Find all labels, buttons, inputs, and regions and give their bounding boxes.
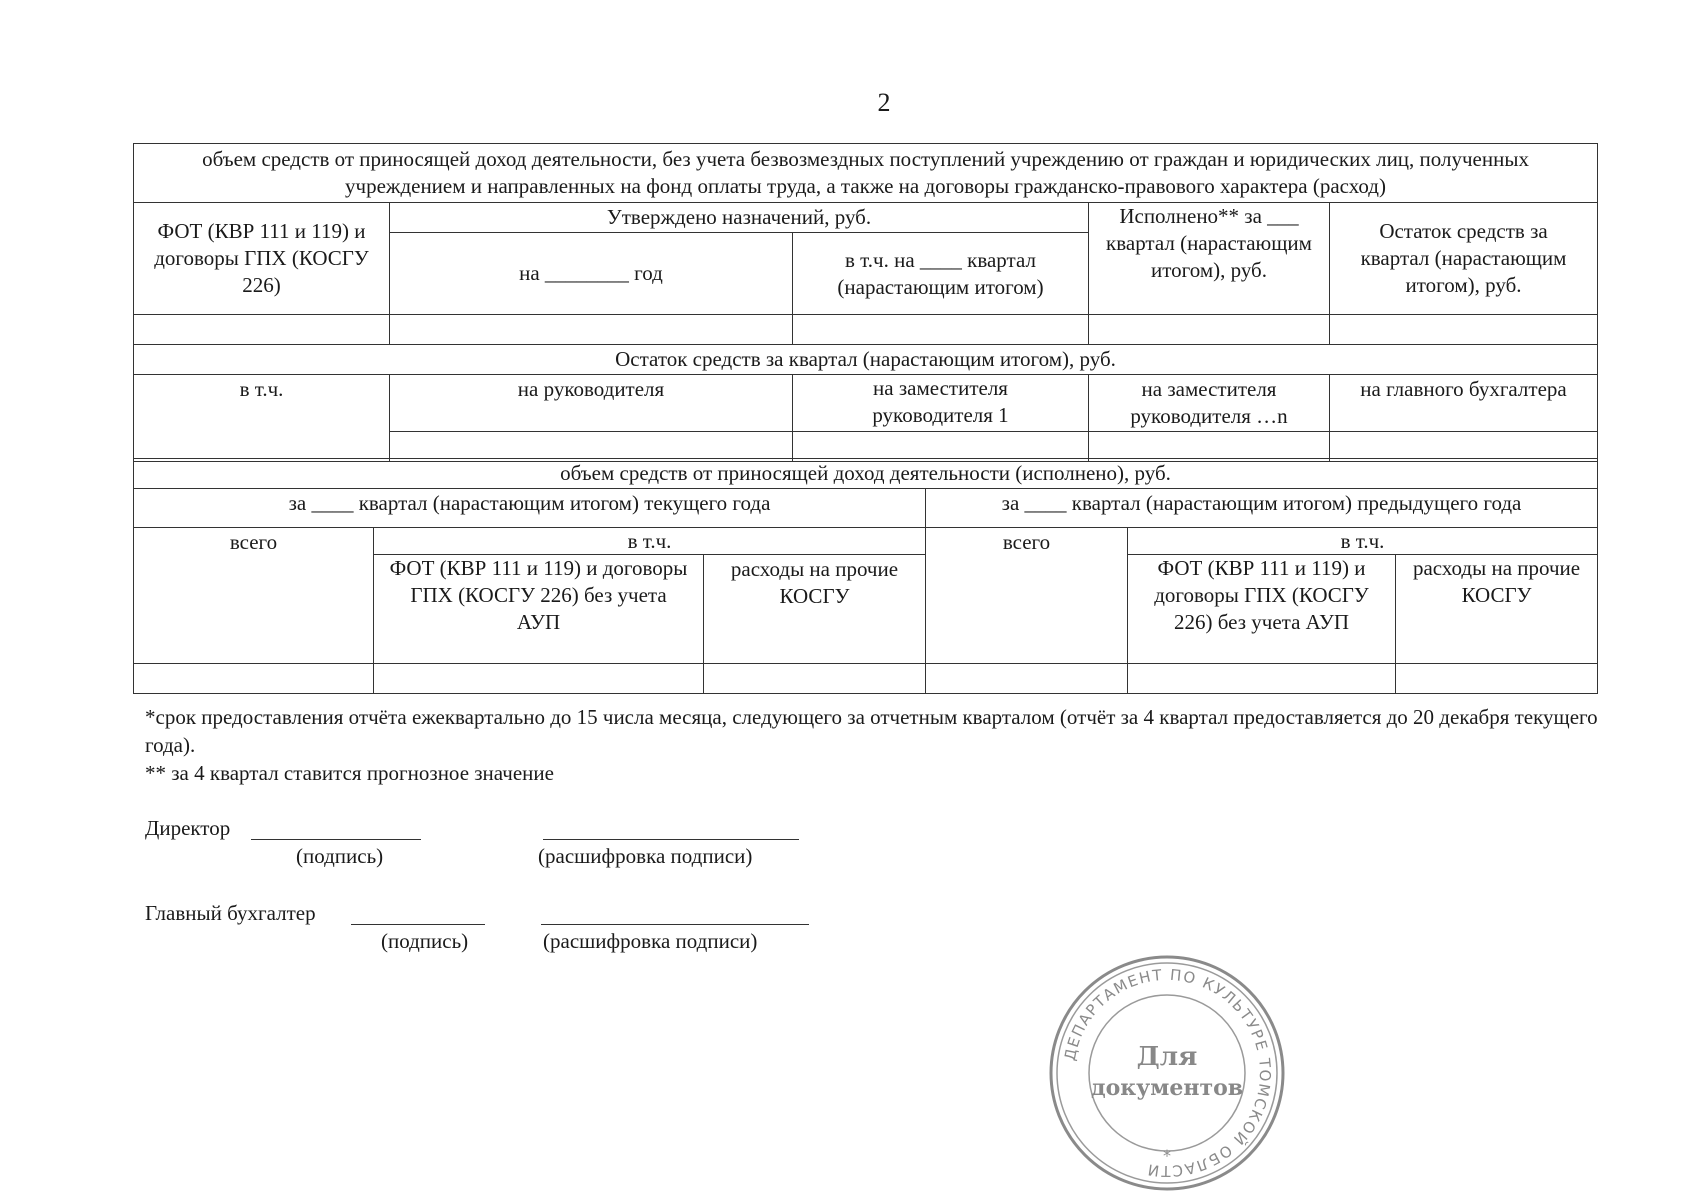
footnote-1: *срок предоставления отчёта ежеквартально до 15 числа месяца, следующего за отчетным кварталом (отчёт за 4 квартал предоставляется до 20 декабря текущего года). [145, 705, 1598, 757]
fot-header: ФОТ (КВР 111 и 119) и договоры ГПХ (КОСГУ 226) [134, 203, 390, 315]
chief-accountant-decoding-caption: (расшифровка подписи) [543, 929, 758, 953]
page-number: 2 [877, 88, 891, 117]
incl-current-header: в т.ч. [374, 528, 926, 555]
fot-previous-value[interactable] [1128, 664, 1396, 694]
executed-header: Исполнено** за ___ квартал (нарастающим итогом), руб. [1089, 203, 1330, 315]
fot-previous-header: ФОТ (КВР 111 и 119) и договоры ГПХ (КОСГУ 226) без учета АУП [1128, 555, 1396, 664]
expense-table [133, 143, 1598, 462]
incl-previous-header: в т.ч. [1128, 528, 1598, 555]
deputy1-header: на заместителя руководителя 1 [793, 375, 1089, 432]
chief-accountant-signature-line[interactable] [351, 924, 485, 925]
department-stamp [1047, 953, 1287, 1193]
fot-current-value[interactable] [374, 664, 704, 694]
head-header: на руководителя [390, 375, 793, 432]
director-label: Директор [145, 816, 231, 840]
total-current-value[interactable] [134, 664, 374, 694]
remainder-value-cell[interactable] [1330, 315, 1598, 345]
income-table [133, 458, 1598, 694]
quarter-value-cell[interactable] [793, 315, 1089, 345]
approved-header: Утверждено назначений, руб. [390, 203, 1089, 233]
director-decoding-caption: (расшифровка подписи) [538, 844, 753, 868]
director-signature-caption: (подпись) [296, 844, 384, 868]
total-previous-header: всего [926, 528, 1128, 664]
deputyn-header: на заместителя руководителя …n [1089, 375, 1330, 432]
other-previous-value[interactable] [1396, 664, 1598, 694]
director-signature-line[interactable] [251, 839, 421, 840]
total-current-header: всего [134, 528, 374, 664]
remainder-header: Остаток средств за квартал (нарастающим итогом), руб. [1330, 203, 1598, 315]
chief-accountant-label: Главный бухгалтер [145, 901, 316, 925]
remainder-row-header: Остаток средств за квартал (нарастающим итогом), руб. [134, 345, 1598, 375]
footnote-2: ** за 4 квартал ставится прогнозное значение [145, 761, 554, 785]
fot-cell [134, 315, 390, 345]
quarter-header: в т.ч. на ____ квартал (нарастающим итогом) [793, 233, 1089, 315]
stamp-star: * [1163, 1146, 1171, 1165]
executed-value-cell[interactable] [1089, 315, 1330, 345]
total-previous-value[interactable] [926, 664, 1128, 694]
stamp-center-line2: документов [1090, 1075, 1244, 1101]
head-value-cell[interactable] [390, 432, 793, 462]
income-table-header: объем средств от приносящей доход деятельности (исполнено), руб. [134, 459, 1598, 489]
deputy1-value-cell[interactable] [793, 432, 1089, 462]
fot-current-header: ФОТ (КВР 111 и 119) и договоры ГПХ (КОСГУ 226) без учета АУП [374, 555, 704, 664]
chief-accountant-decoding-line[interactable] [541, 924, 809, 925]
chief-acc-value-cell[interactable] [1330, 432, 1598, 462]
stamp-center-line1: Для [1136, 1042, 1198, 1072]
year-value-cell[interactable] [390, 315, 793, 345]
other-previous-header: расходы на прочие КОСГУ [1396, 555, 1598, 664]
current-year-header: за ____ квартал (нарастающим итогом) текущего года [134, 489, 926, 528]
stamp-ring-text: ДЕПАРТАМЕНТ ПО КУЛЬТУРЕ ТОМСКОЙ ОБЛАСТИ [1060, 965, 1275, 1181]
chief-acc-header: на главного бухгалтера [1330, 375, 1598, 432]
director-decoding-line[interactable] [543, 839, 799, 840]
chief-accountant-signature-caption: (подпись) [381, 929, 469, 953]
footnotes [145, 703, 1605, 787]
other-current-value[interactable] [704, 664, 926, 694]
incl-label: в т.ч. [134, 375, 390, 462]
deputyn-value-cell[interactable] [1089, 432, 1330, 462]
expense-table-header: объем средств от приносящей доход деятельности, без учета безвозмездных поступлений учреждению от граждан и юридических лиц, полученных учреждением и направленных на фонд оплаты труда, а также на договоры гражданско-правового характера (расход) [134, 144, 1598, 203]
year-header: на ________ год [390, 233, 793, 315]
other-current-header: расходы на прочие КОСГУ [704, 555, 926, 664]
previous-year-header: за ____ квартал (нарастающим итогом) предыдущего года [926, 489, 1598, 528]
